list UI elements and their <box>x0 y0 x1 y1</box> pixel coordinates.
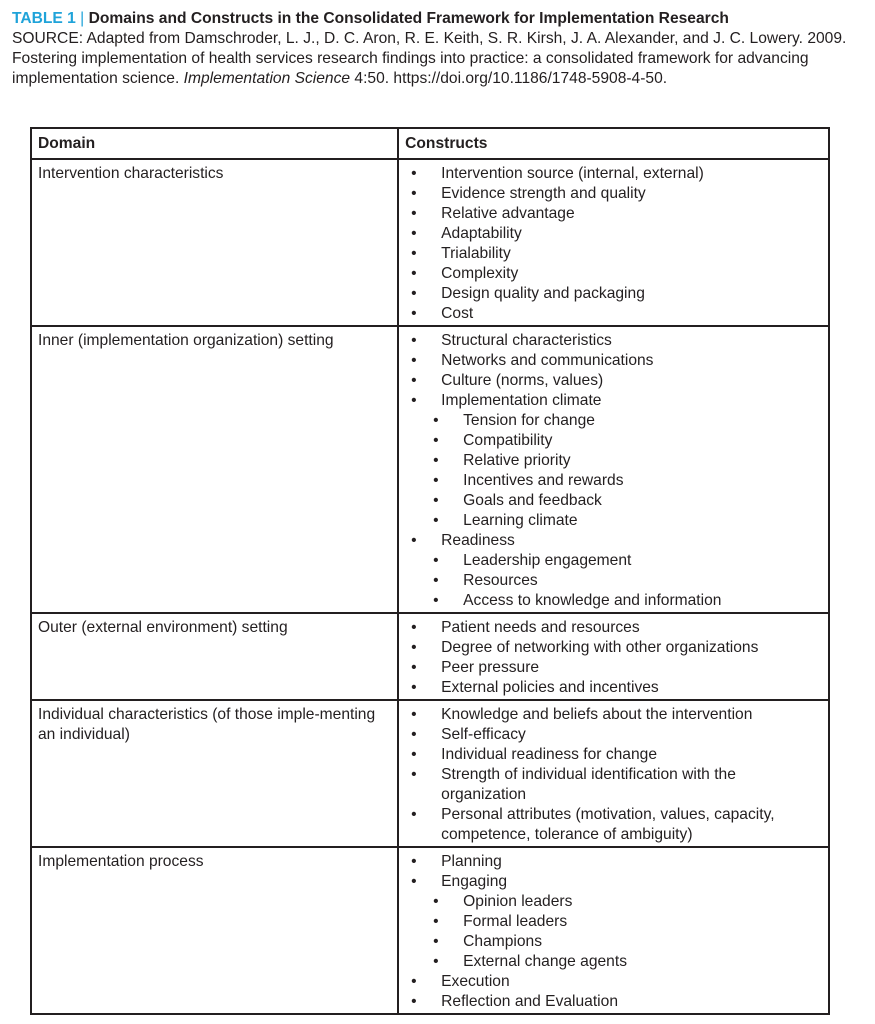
construct-item <box>405 331 822 351</box>
construct-item <box>405 184 822 204</box>
construct-text: Intervention source (internal, external) <box>441 165 704 182</box>
source-citation: SOURCE: Adapted from Damschroder, L. J., D. C. Aron, R. E. Keith, S. R. Kirsh, J. A. Alexander, and J. C. Lowery. 2009. Fostering implementation of health services research findings into practice: a consolidated framework for advancing implementation science. <box>12 30 847 87</box>
citation-doi: 4:50. https://doi.org/10.1186/1748-5908-4-50. <box>354 70 668 87</box>
sub-construct-item <box>405 912 822 932</box>
table-row <box>31 159 829 326</box>
construct-text: Leadership engagement <box>463 552 632 569</box>
constructs-list <box>405 618 822 698</box>
constructs-list <box>405 331 822 611</box>
construct-item <box>405 992 822 1012</box>
sub-construct-item <box>405 932 822 952</box>
construct-text: Access to knowledge and information <box>463 592 722 609</box>
construct-text: Cost <box>441 305 474 322</box>
constructs-list <box>405 852 822 1012</box>
bullet-icon: • <box>411 332 417 349</box>
bullet-icon: • <box>411 706 417 723</box>
sub-construct-item <box>405 591 822 611</box>
table-row <box>31 613 829 700</box>
construct-text: Execution <box>441 973 510 990</box>
construct-item <box>405 224 822 244</box>
construct-item <box>405 304 822 324</box>
table-row <box>31 700 829 847</box>
domain-cell: Inner (implementation organization) setting <box>31 326 398 613</box>
bullet-icon: • <box>433 592 439 609</box>
bullet-icon: • <box>433 412 439 429</box>
construct-text: Compatibility <box>463 432 553 449</box>
constructs-header: Constructs <box>398 128 829 159</box>
bullet-icon: • <box>433 933 439 950</box>
sub-construct-item <box>405 551 822 571</box>
construct-text: Culture (norms, values) <box>441 372 604 389</box>
bullet-icon: • <box>411 806 417 823</box>
bullet-icon: • <box>433 893 439 910</box>
bullet-icon: • <box>411 659 417 676</box>
constructs-cell <box>398 326 829 613</box>
sub-construct-item <box>405 431 822 451</box>
construct-text: Resources <box>463 572 538 589</box>
bullet-icon: • <box>411 639 417 656</box>
bullet-icon: • <box>411 993 417 1010</box>
construct-text: Structural characteristics <box>441 332 612 349</box>
construct-text: Knowledge and beliefs about the intervention <box>441 706 753 723</box>
sub-construct-item <box>405 952 822 972</box>
sub-construct-item <box>405 511 822 531</box>
construct-text: Tension for change <box>463 412 595 429</box>
bullet-icon: • <box>411 165 417 182</box>
construct-item <box>405 765 822 805</box>
construct-item <box>405 618 822 638</box>
constructs-cell <box>398 159 829 326</box>
construct-text: Learning climate <box>463 512 578 529</box>
journal-name: Implementation Science <box>183 70 351 87</box>
construct-item <box>405 264 822 284</box>
table-caption <box>12 9 862 89</box>
caption-separator: | <box>80 10 85 27</box>
construct-text: Personal attributes (motivation, values, capacity, competence, tolerance of ambiguity) <box>441 806 775 843</box>
construct-item <box>405 852 822 872</box>
construct-text: Self-efficacy <box>441 726 526 743</box>
domain-cell: Outer (external environment) setting <box>31 613 398 700</box>
construct-item <box>405 351 822 371</box>
construct-item <box>405 371 822 391</box>
table-row <box>31 847 829 1014</box>
construct-text: Patient needs and resources <box>441 619 640 636</box>
domain-header: Domain <box>31 128 398 159</box>
construct-item <box>405 391 822 411</box>
construct-text: Reflection and Evaluation <box>441 993 618 1010</box>
bullet-icon: • <box>411 352 417 369</box>
bullet-icon: • <box>411 392 417 409</box>
constructs-cell <box>398 700 829 847</box>
construct-text: Complexity <box>441 265 519 282</box>
bullet-icon: • <box>433 572 439 589</box>
domain-cell: Implementation process <box>31 847 398 1014</box>
bullet-icon: • <box>411 619 417 636</box>
construct-item <box>405 244 822 264</box>
construct-text: Formal leaders <box>463 913 568 930</box>
bullet-icon: • <box>433 432 439 449</box>
construct-text: External policies and incentives <box>441 679 659 696</box>
construct-text: Opinion leaders <box>463 893 573 910</box>
table-body <box>31 159 829 1014</box>
sub-construct-item <box>405 471 822 491</box>
construct-text: Networks and communications <box>441 352 654 369</box>
sub-construct-item <box>405 411 822 431</box>
bullet-icon: • <box>433 552 439 569</box>
construct-text: Trialability <box>441 245 511 262</box>
construct-item <box>405 705 822 725</box>
construct-text: Implementation climate <box>441 392 602 409</box>
bullet-icon: • <box>411 372 417 389</box>
bullet-icon: • <box>411 726 417 743</box>
construct-item <box>405 725 822 745</box>
bullet-icon: • <box>411 245 417 262</box>
bullet-icon: • <box>411 285 417 302</box>
domain-cell: Individual characteristics (of those imple-menting an individual) <box>31 700 398 847</box>
construct-item <box>405 638 822 658</box>
sub-construct-item <box>405 491 822 511</box>
construct-text: Readiness <box>441 532 515 549</box>
construct-text: Champions <box>463 933 543 950</box>
construct-item <box>405 678 822 698</box>
construct-text: Relative advantage <box>441 205 575 222</box>
construct-text: Individual readiness for change <box>441 746 657 763</box>
table-row <box>31 326 829 613</box>
bullet-icon: • <box>411 853 417 870</box>
construct-text: Relative priority <box>463 452 571 469</box>
construct-item <box>405 805 822 845</box>
construct-text: Design quality and packaging <box>441 285 645 302</box>
domain-cell: Intervention characteristics <box>31 159 398 326</box>
construct-text: Evidence strength and quality <box>441 185 646 202</box>
cfir-table <box>30 127 830 1015</box>
table-title: Domains and Constructs in the Consolidated Framework for Implementation Research <box>88 10 729 27</box>
construct-text: Planning <box>441 853 502 870</box>
construct-text: Degree of networking with other organizations <box>441 639 759 656</box>
construct-text: Peer pressure <box>441 659 540 676</box>
construct-text: Adaptability <box>441 225 522 242</box>
construct-item <box>405 872 822 892</box>
bullet-icon: • <box>411 766 417 783</box>
constructs-list <box>405 705 822 845</box>
bullet-icon: • <box>411 532 417 549</box>
construct-item <box>405 658 822 678</box>
bullet-icon: • <box>411 205 417 222</box>
bullet-icon: • <box>433 492 439 509</box>
bullet-icon: • <box>433 953 439 970</box>
bullet-icon: • <box>411 746 417 763</box>
bullet-icon: • <box>433 913 439 930</box>
construct-item <box>405 164 822 184</box>
sub-construct-item <box>405 451 822 471</box>
bullet-icon: • <box>411 185 417 202</box>
construct-item <box>405 531 822 551</box>
constructs-list <box>405 164 822 324</box>
construct-text: Goals and feedback <box>463 492 602 509</box>
bullet-icon: • <box>411 679 417 696</box>
construct-item <box>405 972 822 992</box>
construct-text: Strength of individual identification with the organization <box>441 766 736 803</box>
bullet-icon: • <box>411 973 417 990</box>
construct-item <box>405 745 822 765</box>
bullet-icon: • <box>433 452 439 469</box>
construct-text: Engaging <box>441 873 508 890</box>
header-row <box>31 128 829 159</box>
sub-construct-item <box>405 571 822 591</box>
constructs-cell <box>398 847 829 1014</box>
bullet-icon: • <box>411 305 417 322</box>
construct-item <box>405 204 822 224</box>
table-label: TABLE 1 <box>12 10 76 27</box>
sub-construct-item <box>405 892 822 912</box>
bullet-icon: • <box>433 472 439 489</box>
constructs-cell <box>398 613 829 700</box>
bullet-icon: • <box>433 512 439 529</box>
bullet-icon: • <box>411 265 417 282</box>
construct-item <box>405 284 822 304</box>
bullet-icon: • <box>411 225 417 242</box>
construct-text: External change agents <box>463 953 627 970</box>
construct-text: Incentives and rewards <box>463 472 624 489</box>
bullet-icon: • <box>411 873 417 890</box>
